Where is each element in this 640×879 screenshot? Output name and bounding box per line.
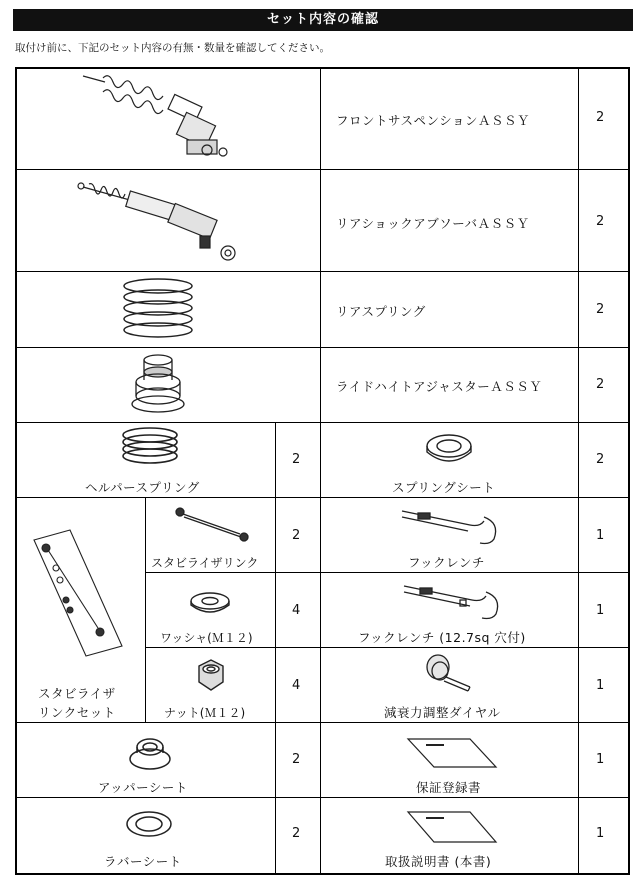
manual-illustration — [404, 810, 500, 844]
hook-wrench-12-7sq-illustration — [400, 580, 510, 622]
spring-seat-illustration — [424, 432, 474, 466]
hook-wrench-12-7sq-qty: 1 — [596, 603, 605, 618]
front-suspension-name: フロントサスペンションＡＳＳＹ — [336, 113, 530, 128]
nut-illustration — [193, 658, 229, 694]
helper-spring-name: ヘルパースプリング — [85, 480, 200, 495]
upper-seat-illustration — [127, 735, 173, 773]
washer-name: ワッシャ(Ｍ１２) — [160, 631, 253, 645]
damping-dial-name: 減衰力調整ダイヤル — [384, 705, 501, 720]
warranty-form-illustration — [404, 737, 500, 769]
upper-seat-qty: 2 — [292, 752, 301, 767]
stabilizer-link-name: スタビライザリンク — [151, 556, 259, 570]
stabilizer-link-set-illustration — [32, 528, 124, 658]
rubber-seat-qty: 2 — [292, 826, 301, 841]
helper-spring-qty: 2 — [292, 452, 301, 467]
washer-illustration — [188, 590, 232, 616]
damping-dial-illustration — [424, 653, 480, 693]
manual-qty: 1 — [596, 826, 605, 841]
stabilizer-link-illustration — [172, 504, 252, 544]
upper-seat-name: アッパーシート — [98, 780, 188, 795]
rear-spring-name: リアスプリング — [336, 304, 426, 319]
rubber-seat-name: ラバーシート — [104, 854, 182, 869]
ride-height-adjuster-name: ライドハイトアジャスターＡＳＳＹ — [336, 379, 543, 394]
ride-height-adjuster-qty: 2 — [596, 377, 605, 392]
helper-spring-illustration — [118, 425, 182, 471]
page-title: セット内容の確認 — [13, 9, 633, 31]
front-suspension-qty: 2 — [596, 110, 605, 125]
hook-wrench-illustration — [398, 505, 508, 547]
spring-seat-name: スプリングシート — [392, 480, 496, 495]
rear-shock-qty: 2 — [596, 214, 605, 229]
warranty-form-name: 保証登録書 — [416, 780, 482, 795]
damping-dial-qty: 1 — [596, 678, 605, 693]
stabilizer-set-name-line1: スタビライザ — [38, 686, 116, 701]
stabilizer-link-qty: 2 — [292, 528, 301, 543]
hook-wrench-12-7sq-name: フックレンチ (12.7sq 穴付) — [358, 630, 526, 645]
stabilizer-set-name-line2: リンクセット — [38, 705, 116, 720]
hook-wrench-qty: 1 — [596, 528, 605, 543]
nut-name: ナット(Ｍ１２) — [164, 706, 246, 720]
nut-qty: 4 — [292, 678, 301, 693]
rear-shock-illustration — [75, 178, 245, 268]
washer-qty: 4 — [292, 603, 301, 618]
rear-spring-qty: 2 — [596, 302, 605, 317]
rubber-seat-illustration — [124, 810, 174, 840]
hook-wrench-name: フックレンチ — [408, 555, 485, 570]
intro-text: 取付け前に、下記のセット内容の有無・数量を確認してください。 — [15, 42, 330, 54]
manual-name: 取扱説明書 (本書) — [385, 854, 492, 869]
ride-height-adjuster-illustration — [128, 352, 188, 414]
front-suspension-illustration — [75, 70, 235, 166]
rear-shock-name: リアショックアブソーバＡＳＳＹ — [336, 216, 530, 231]
rear-spring-illustration — [118, 276, 198, 342]
warranty-form-qty: 1 — [596, 752, 605, 767]
spring-seat-qty: 2 — [596, 452, 605, 467]
